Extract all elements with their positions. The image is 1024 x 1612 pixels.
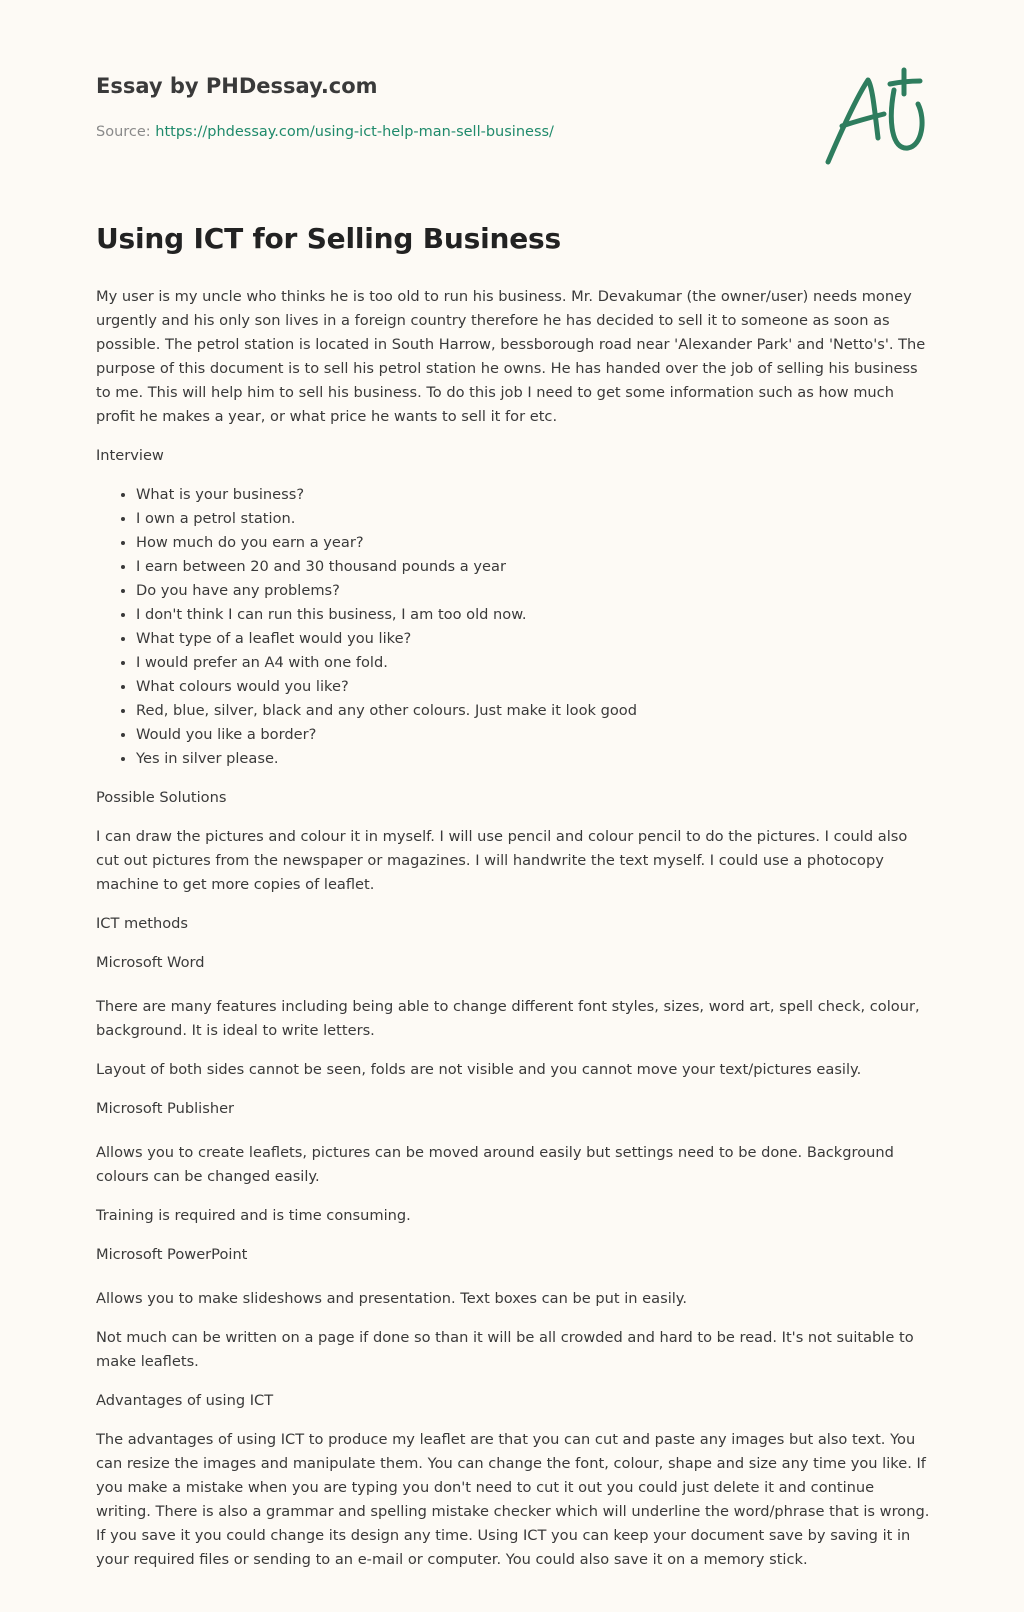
possible-solutions-heading: Possible Solutions [96,789,227,806]
publisher-pros-paragraph: Allows you to create leaflets, pictures can be moved around easily but settings need to be done. Background colours can be changed easily. [96,1144,894,1185]
advantages-heading: Advantages of using ICT [96,1392,274,1409]
list-item: • How much do you earn a year? [136,531,930,555]
intro-paragraph: My user is my uncle who thinks he is too old to run his business. Mr. Devakumar (the owner/user) needs money urgently and his only son lives in a foreign country therefore he has decided to sell it to someone as soon as possible. The petrol station is located in South Harrow, bessborough road near 'Alexander Park' and 'Netto's'. The purpose of this document is to sell his petrol station he owns. He has handed over the job of selling his business to me. This will help him to sell his business. To do this job I need to get some information such as how much profit he makes a year, or what price he wants to sell it for etc. [96,288,926,425]
word-pros-paragraph: There are many features including being able to change different font styles, sizes, word art, spell check, colour, background. It is ideal to write letters. [96,998,920,1039]
list-item: • Red, blue, silver, black and any other colours. Just make it look good [136,699,930,723]
publisher-cons-paragraph: Training is required and is time consuming. [96,1207,411,1224]
ict-methods-heading: ICT methods [96,915,189,932]
list-item: • Yes in silver please. [136,747,930,771]
list-item: • What is your business? [136,483,930,507]
interview-list [96,483,930,771]
list-item: • I earn between 20 and 30 thousand pounds a year [136,555,930,579]
essay-page [96,0,930,1568]
essay-body [96,285,930,1587]
page-header [96,0,930,210]
a-plus-logo-icon [822,64,932,168]
list-item: • Would you like a border? [136,723,930,747]
list-item: • What colours would you like? [136,675,930,699]
list-item: • Do you have any problems? [136,579,930,603]
possible-solutions-paragraph: I can draw the pictures and colour it in myself. I will use pencil and colour pencil to do the pictures. I could also cut out pictures from the newspaper or magazines. I will handwrite the text myself. I could use a photocopy machine to get more copies of leaflet. [96,828,908,893]
source-label: Source: [96,124,156,140]
publisher-heading: Microsoft Publisher [96,1100,235,1117]
essay-title: Using ICT for Selling Business [96,222,561,255]
word-cons-paragraph: Layout of both sides cannot be seen, folds are not visible and you cannot move your text/pictures easily. [96,1061,862,1078]
powerpoint-heading: Microsoft PowerPoint [96,1246,248,1263]
list-item: • I own a petrol station. [136,507,930,531]
source-line [96,124,554,140]
source-link[interactable]: https://phdessay.com/using-ict-help-man-sell-business/ [155,124,554,140]
powerpoint-pros-paragraph: Allows you to make slideshows and presentation. Text boxes can be put in easily. [96,1290,687,1307]
list-item: • I don't think I can run this business, I am too old now. [136,603,930,627]
powerpoint-cons-paragraph: Not much can be written on a page if done so than it will be all crowded and hard to be read. It's not suitable to make leaflets. [96,1329,914,1370]
interview-heading: Interview [96,447,164,464]
advantages-paragraph: The advantages of using ICT to produce my leaflet are that you can cut and paste any images but also text. You can resize the images and manipulate them. You can change the font, colour, shape and size any time you like. If you make a mistake when you are typing you don't need to cut it out you could just delete it and continue writing. There is also a grammar and spelling mistake checker which will underline the word/phrase that is wrong. If you save it you could change its design any time. Using ICT you can keep your document save by saving it in your required files or sending to an e-mail or computer. You could also save it on a memory stick. [96,1431,930,1568]
word-heading: Microsoft Word [96,954,205,971]
site-name: Essay by PHDessay.com [96,74,378,98]
list-item: • What type of a leaflet would you like? [136,627,930,651]
list-item: • I would prefer an A4 with one fold. [136,651,930,675]
